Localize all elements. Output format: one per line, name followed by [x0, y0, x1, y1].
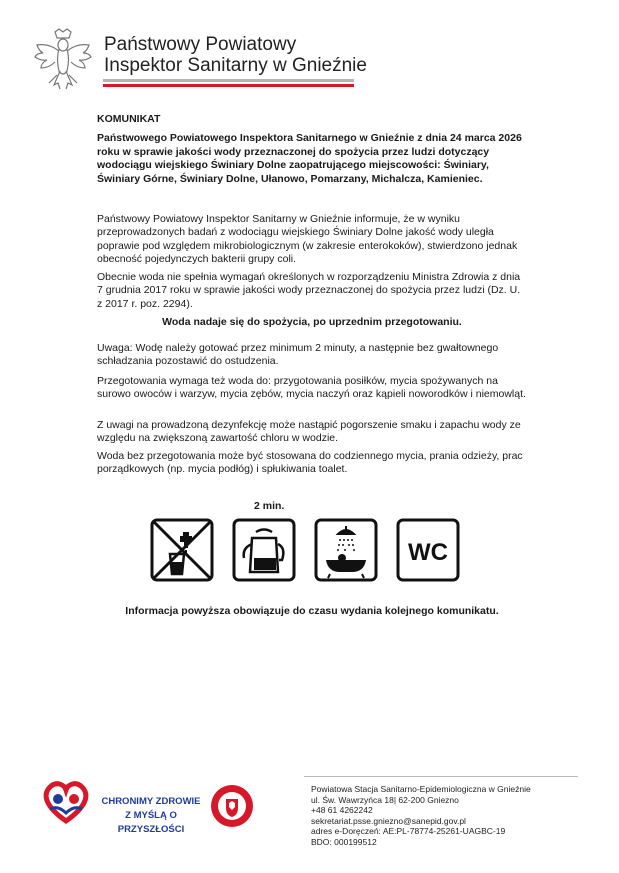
campaign-line2: Z MYŚLĄ O PRZYSZŁOŚCI: [117, 810, 185, 835]
boil-time-label: 2 min.: [254, 500, 285, 512]
phone-line: +48 61 4262242: [311, 805, 373, 815]
kettle-icon: [232, 518, 296, 582]
bath-shower-icon: [314, 518, 378, 582]
verdict: Woda nadaje się do spożycia, po uprzednim przegotowaniu.: [162, 316, 462, 328]
header-divider-gray: [103, 79, 354, 82]
validity-note: Informacja powyższa obowiązuje do czasu wydania kolejnego komunikatu.: [125, 605, 499, 617]
heart-hands-logo-icon: [40, 775, 92, 827]
paragraph-results: Państwowy Powiatowy Inspektor Sanitarny w Gnieźnie informuje, że w wyniku przeprowadzonych badań z wodociągu wiejskiego Świniary Dolne jakość wody uległa poprawie pod względem mikrobiologicznym (w zakresie enterokoków), stwierdzono jednak obecność pojedynczych bakterii grupy coli.: [97, 213, 518, 265]
bdo-line: BDO: 000199512: [311, 836, 377, 847]
campaign-line1: CHRONIMY ZDROWIE: [101, 796, 201, 807]
announcement-label: KOMUNIKAT: [97, 113, 161, 125]
email-line: sekretariat.psse.gniezno@sanepid.gov.pl: [311, 815, 466, 826]
address-line: Powiatowa Stacja Sanitarno-Epidemiologiczna w Gnieźnie: [311, 784, 531, 794]
campaign-slogan: [96, 795, 206, 837]
paragraph-boil-note: Uwaga: Wodę należy gotować przez minimum 2 minuty, a następnie bez gwałtownego schładzania pozostawić do ostudzenia.: [97, 342, 499, 368]
institution-title: [104, 34, 367, 76]
institution-title-line2: Inspektor Sanitarny w Gnieźnie: [104, 55, 367, 76]
edelivery-line: adres e-Doręczeń: AE:PL-78774-25261-UAGBC-19: [311, 826, 506, 836]
header-divider-red: [103, 84, 354, 87]
footer-divider: [304, 776, 578, 777]
sanitary-inspection-badge-icon: [209, 783, 255, 829]
white-eagle-emblem-icon: [33, 27, 93, 93]
paragraph-regulation: Obecnie woda nie spełnia wymagań określonych w rozporządzeniu Ministra Zdrowia z dnia 7 grudnia 2017 roku w sprawie jakości wody przeznaczonej do spożycia przez ludzi (Dz. U. z 2017 r. poz. 2294).: [97, 271, 521, 310]
paragraph-boil-required: Przegotowania wymaga też woda do: przygotowania posiłków, mycia spożywanych na surowo owoców i warzyw, mycia zębów, mycia naczyń oraz kąpieli noworodków i niemowląt.: [97, 375, 526, 401]
paragraph-chlorine: Z uwagi na prowadzoną dezynfekcję może nastąpić pogorszenie smaku i zapachu wody ze względu na zwiększoną zawartość chloru w wodzie.: [97, 419, 521, 445]
address-line: ul. Św. Wawrzyńca 18| 62-200 Gniezno: [311, 794, 459, 805]
wc-icon: [396, 518, 460, 582]
wc-label: WC: [408, 539, 448, 566]
announcement-heading: Państwowego Powiatowego Inspektora Sanitarnego w Gnieźnie z dnia 24 marca 2026 roku w sprawie jakości wody przeznaczonej do spożycia przez ludzi dotyczący wodociągu wiejskiego Świniary Dolne zaopatrującego miejscowości: Świniary, Świniary Górne, Świniary Dolne, Ułanowo, Pomarzany, Michalcza, Kamieniec.: [97, 132, 522, 185]
crossed-tap-glass-icon: [150, 518, 214, 582]
paragraph-unboiled-use: Woda bez przegotowania może być stosowana do codziennego mycia, prania odzieży, prac porządkowych (np. mycia podłóg) i spłukiwania toalet.: [97, 450, 523, 476]
institution-title-line1: Państwowy Powiatowy: [104, 34, 297, 55]
footer-address: [311, 784, 531, 847]
